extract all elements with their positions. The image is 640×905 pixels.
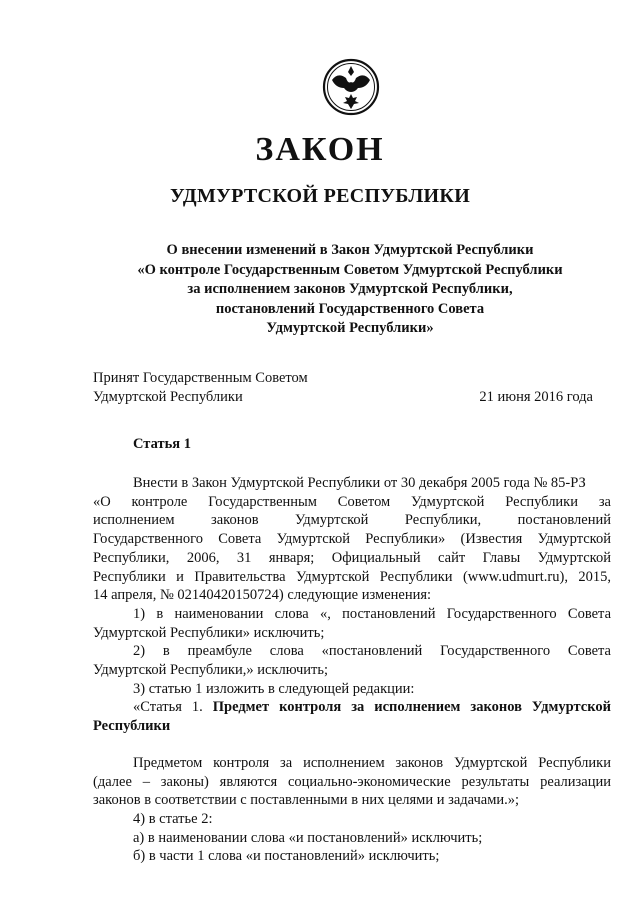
quote-bold-title: Предмет контроля за исполнением законов Удмуртской	[212, 699, 611, 716]
law-subtitle: УДМУРТСКОЙ РЕСПУБЛИКИ	[169, 185, 471, 207]
list-item-4: 4) в статье 2:	[133, 810, 213, 827]
article-heading: Статья 1	[133, 436, 191, 452]
quote-prefix: «Статья 1.	[133, 699, 203, 716]
heading-line: Удмуртской Республики»	[266, 320, 434, 336]
body-line: (далее – законы) являются социально-экономические результаты реализации	[93, 773, 611, 790]
heading-line: О внесении изменений в Закон Удмуртской Республики	[166, 242, 534, 258]
heading-line: за исполнением законов Удмуртской Республики,	[187, 281, 513, 297]
body-line: Республики и Правительства Удмуртской Республики (www.udmurt.ru), 2015,	[93, 568, 611, 585]
quoted-article-title	[93, 698, 611, 717]
list-item-2: 2) в преамбуле слова «постановлений Государственного Совета	[133, 643, 611, 660]
list-item-4a: а) в наименовании слова «и постановлений» исключить;	[133, 829, 483, 846]
adopted-by-line1: Принят Государственным Советом	[93, 370, 308, 386]
article-body	[93, 474, 611, 866]
adoption-block	[93, 369, 603, 407]
list-item-4b: б) в части 1 слова «и постановлений» исключить;	[133, 848, 440, 865]
list-item-3: 3) статью 1 изложить в следующей редакции:	[133, 680, 415, 697]
list-item-1-cont: Удмуртской Республики» исключить;	[93, 624, 325, 641]
body-line: Предметом контроля за исполнением законов Удмуртской Республики	[133, 754, 611, 771]
udmurt-emblem-icon	[322, 58, 380, 116]
law-title: ЗАКОН	[255, 131, 385, 168]
law-heading	[80, 241, 620, 339]
body-line: 14 апреля, № 02140420150724) следующие изменения:	[93, 587, 432, 604]
heading-line: «О контроле Государственным Советом Удмуртской Республики	[137, 261, 563, 278]
list-item-2-cont: Удмуртской Республики,» исключить;	[93, 662, 329, 679]
heading-line: постановлений Государственного Совета	[215, 300, 485, 317]
body-line: «О контроле Государственным Советом Удмуртской Республики за	[93, 493, 611, 510]
body-line: законов в соответствии с поставленными в них целями и задачами.»;	[93, 792, 520, 809]
body-line: исполнением законов Удмуртской Республики, постановлений	[93, 512, 611, 529]
adoption-date: 21 июня 2016 года	[479, 389, 593, 405]
list-item-1: 1) в наименовании слова «, постановлений Государственного Совета	[133, 605, 611, 622]
quoted-article-title-cont	[93, 717, 611, 736]
adopted-by-line2: Удмуртской Республики	[93, 389, 243, 405]
body-line: Республики, 2006, 31 января; Официальный сайт Главы Удмуртской	[93, 549, 611, 566]
body-line: Государственного Совета Удмуртской Республики» (Известия Удмуртской	[93, 531, 611, 548]
quote-bold-title-cont: Республики	[93, 718, 171, 735]
body-line: Внести в Закон Удмуртской Республики от 30 декабря 2005 года № 85-РЗ	[133, 475, 586, 491]
